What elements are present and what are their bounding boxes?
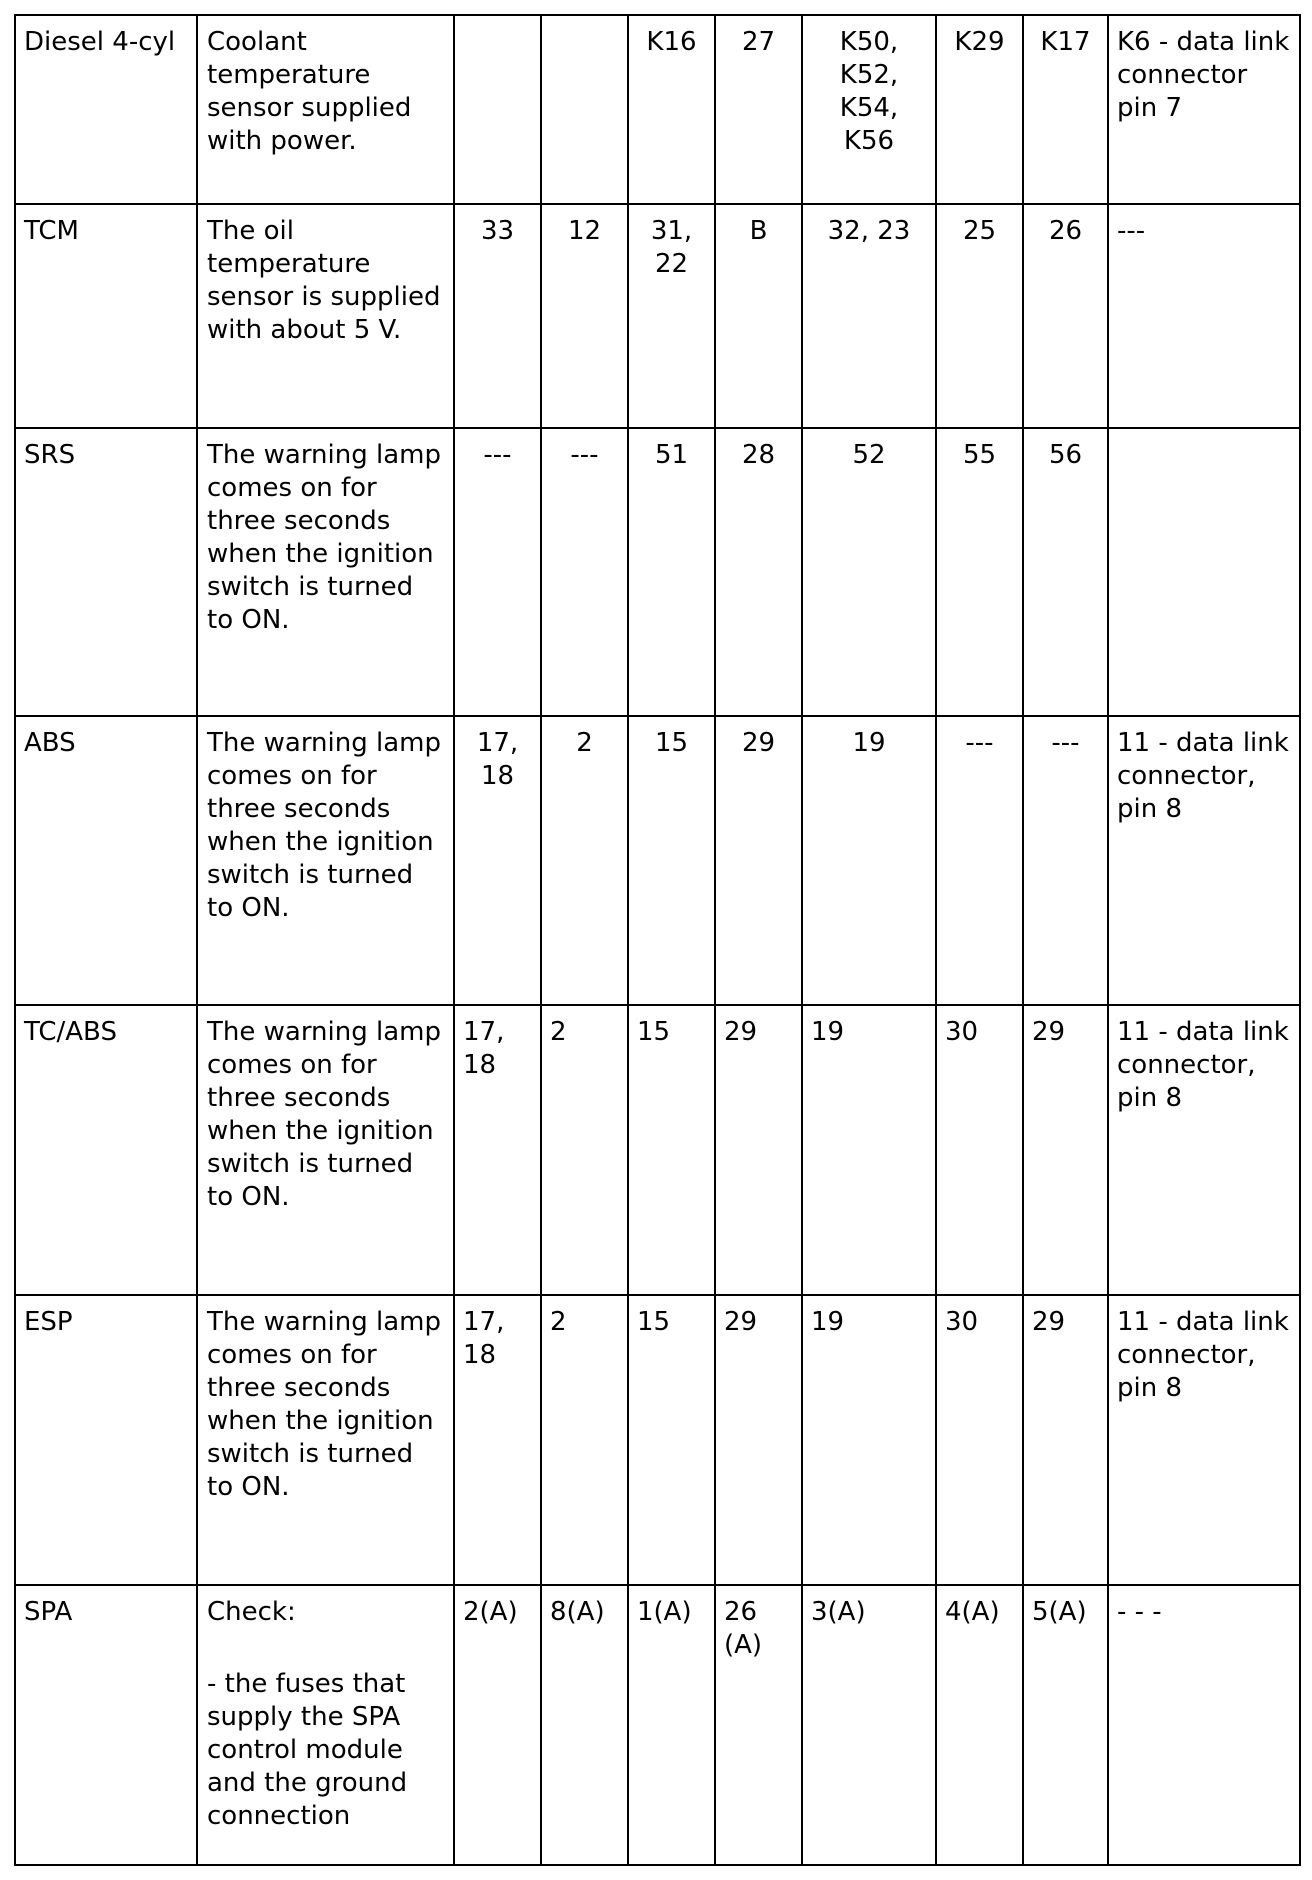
description-cell: The warning lamp comes on for three seconds when the ignition switch is turned to ON. (197, 716, 454, 1005)
value-cell: 25 (936, 204, 1023, 428)
value-cell: 30 (936, 1295, 1023, 1585)
value-cell: 17, 18 (454, 1005, 541, 1295)
spacer (207, 1629, 445, 1668)
value-cell: 30 (936, 1005, 1023, 1295)
system-cell: TCM (15, 204, 197, 428)
note-cell: - - - (1108, 1585, 1300, 1865)
system-cell: SRS (15, 428, 197, 716)
description-cell: The oil temperature sensor is supplied with about 5 V. (197, 204, 454, 428)
value-cell: 2 (541, 716, 628, 1005)
value-cell (454, 15, 541, 204)
value-cell: 3(A) (802, 1585, 936, 1865)
note-cell: --- (1108, 204, 1300, 428)
value-cell: 27 (715, 15, 802, 204)
table-row (15, 1585, 1300, 1865)
system-cell: TC/ABS (15, 1005, 197, 1295)
description-cell: The warning lamp comes on for three seconds when the ignition switch is turned to ON. (197, 1295, 454, 1585)
note-cell: 11 - data link connector, pin 8 (1108, 1005, 1300, 1295)
table-row (15, 204, 1300, 428)
system-cell: SPA (15, 1585, 197, 1865)
value-cell: 51 (628, 428, 715, 716)
value-cell: 29 (1023, 1295, 1108, 1585)
value-cell: 29 (1023, 1005, 1108, 1295)
value-cell: 2 (541, 1005, 628, 1295)
value-cell: K29 (936, 15, 1023, 204)
system-cell: Diesel 4-cyl (15, 15, 197, 204)
value-cell: 28 (715, 428, 802, 716)
value-cell: 55 (936, 428, 1023, 716)
value-cell: 15 (628, 1005, 715, 1295)
value-cell: K17 (1023, 15, 1108, 204)
value-cell: 26 (A) (715, 1585, 802, 1865)
value-cell: 19 (802, 1005, 936, 1295)
value-cell: 29 (715, 1295, 802, 1585)
value-cell: 17, 18 (454, 716, 541, 1005)
value-cell: 8(A) (541, 1585, 628, 1865)
value-cell: 56 (1023, 428, 1108, 716)
value-cell: 4(A) (936, 1585, 1023, 1865)
value-cell: 15 (628, 716, 715, 1005)
description-check-label: Check: (207, 1597, 296, 1627)
value-cell: K50, K52, K54, K56 (802, 15, 936, 204)
value-cell: --- (936, 716, 1023, 1005)
value-cell: --- (1023, 716, 1108, 1005)
note-cell: 11 - data link connector, pin 8 (1108, 716, 1300, 1005)
value-cell: K16 (628, 15, 715, 204)
value-cell: 29 (715, 716, 802, 1005)
value-cell: 15 (628, 1295, 715, 1585)
value-cell: 17, 18 (454, 1295, 541, 1585)
note-cell: K6 - data link connector pin 7 (1108, 15, 1300, 204)
description-cell: The warning lamp comes on for three seconds when the ignition switch is turned to ON. (197, 1005, 454, 1295)
value-cell (541, 15, 628, 204)
value-cell: 19 (802, 716, 936, 1005)
value-cell: B (715, 204, 802, 428)
value-cell: 2 (541, 1295, 628, 1585)
description-cell: The warning lamp comes on for three seconds when the ignition switch is turned to ON. (197, 428, 454, 716)
value-cell: 32, 23 (802, 204, 936, 428)
note-cell: 11 - data link connector, pin 8 (1108, 1295, 1300, 1585)
table-row (15, 1295, 1300, 1585)
value-cell: --- (541, 428, 628, 716)
value-cell: 31, 22 (628, 204, 715, 428)
table-row (15, 716, 1300, 1005)
value-cell: 5(A) (1023, 1585, 1108, 1865)
note-cell (1108, 428, 1300, 716)
system-cell: ESP (15, 1295, 197, 1585)
value-cell: 12 (541, 204, 628, 428)
value-cell: 1(A) (628, 1585, 715, 1865)
value-cell: 52 (802, 428, 936, 716)
diagnostic-table (14, 14, 1301, 1866)
description-cell (197, 1585, 454, 1865)
value-cell: 26 (1023, 204, 1108, 428)
value-cell: 33 (454, 204, 541, 428)
description-check-detail: - the fuses that supply the SPA control module and the ground connection (207, 1669, 408, 1831)
table-row (15, 428, 1300, 716)
value-cell: 19 (802, 1295, 936, 1585)
value-cell: --- (454, 428, 541, 716)
table-row (15, 15, 1300, 204)
description-cell: Coolant temperature sensor supplied with power. (197, 15, 454, 204)
value-cell: 2(A) (454, 1585, 541, 1865)
system-cell: ABS (15, 716, 197, 1005)
table-row (15, 1005, 1300, 1295)
value-cell: 29 (715, 1005, 802, 1295)
